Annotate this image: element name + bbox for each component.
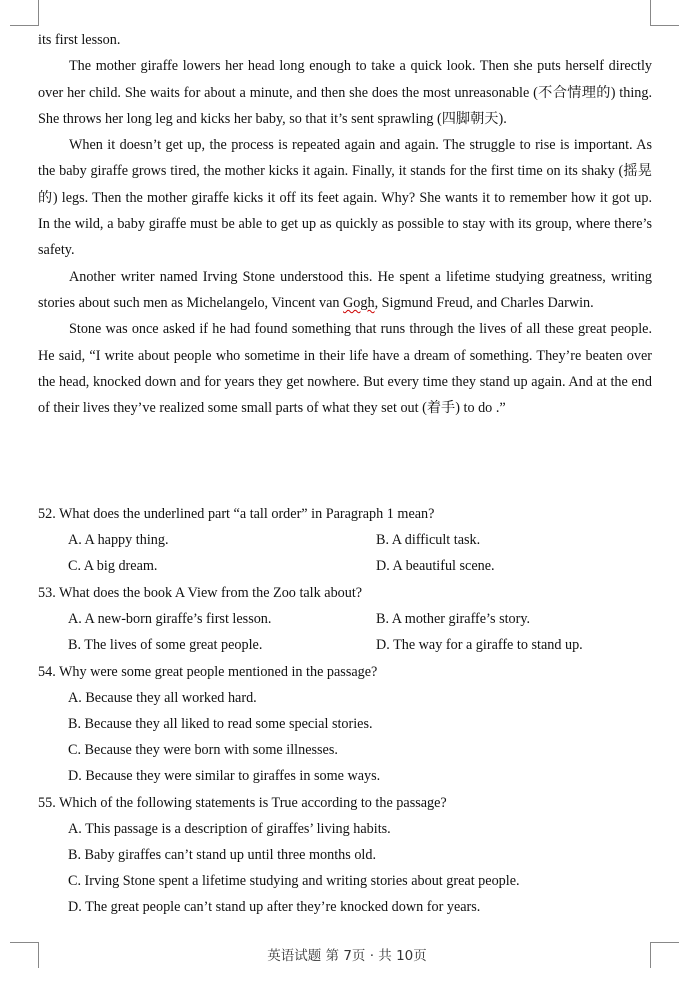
question-55 <box>38 790 652 920</box>
option-a[interactable]: A. This passage is a description of giraffes’ living habits. <box>68 821 391 837</box>
option-b[interactable]: B. A difficult task. <box>376 532 481 548</box>
option-d[interactable]: D. Because they were similar to giraffes in some ways. <box>68 768 381 784</box>
question-stem: 54. Why were some great people mentioned in the passage? <box>38 664 378 680</box>
option-b[interactable]: B. A mother giraffe’s story. <box>376 611 531 627</box>
text-segment: , Sigmund Freud, and Charles Darwin. <box>374 294 594 311</box>
question-stem: 55. Which of the following statements is True according to the passage? <box>38 795 447 811</box>
option-b[interactable]: B. Baby giraffes can’t stand up until three months old. <box>68 847 377 863</box>
option-a[interactable]: A. A new-born giraffe’s first lesson. <box>68 611 272 627</box>
option-a[interactable]: A. A happy thing. <box>68 532 169 548</box>
question-53 <box>38 580 652 658</box>
crop-mark-top-left-h <box>10 25 38 26</box>
option-d[interactable]: D. The great people can’t stand up after they’re knocked down for years. <box>68 899 481 915</box>
option-c[interactable]: C. A big dream. <box>68 558 158 575</box>
crop-mark-top-right <box>650 0 651 26</box>
question-stem: 52. What does the underlined part “a tall order” in Paragraph 1 mean? <box>38 506 435 522</box>
crop-mark-top-left <box>38 0 39 26</box>
paragraph-struggle: When it doesn’t get up, the process is repeated again and again. The struggle to rise is important. As the baby giraffe grows tired, the mother kicks it again. Finally, it stands for the first time on its shaky (摇晃的) legs. Then the mother giraffe kicks it off its feet again. Why? She wants it to remember how it got up. In the wild, a baby giraffe must be able to get up as quickly as possible to stay with its group, where there’s safety. <box>38 137 652 259</box>
paragraph-irving-stone <box>38 264 652 317</box>
crop-mark-bottom-right-h <box>651 942 679 943</box>
paragraph-stone-quote: Stone was once asked if he had found something that runs through the lives of all these great people. He said, “I write about people who sometime in their life have a dream of something. They’re beaten over the head, knocked down and for years they get nowhere. But every time they stand up again. And at the end of their lives they’ve realized some small parts of what they set out (着手) to do .” <box>38 321 652 417</box>
option-d[interactable]: D. The way for a giraffe to stand up. <box>376 637 583 654</box>
crop-mark-top-right-h <box>651 25 679 26</box>
question-52 <box>38 501 652 579</box>
option-d[interactable]: D. A beautiful scene. <box>376 558 495 575</box>
question-54 <box>38 659 652 789</box>
option-c[interactable]: B. The lives of some great people. <box>68 637 263 654</box>
option-c[interactable]: C. Because they were born with some illnesses. <box>68 742 338 758</box>
text-segment: Another writer named Irving Stone understood this. He spent a lifetime studying greatness, writing stories about such men as Michelangelo, Vincent van <box>38 268 652 311</box>
option-b[interactable]: B. Because they all liked to read some special stories. <box>68 716 373 732</box>
question-stem: 53. What does the book A View from the Zoo talk about? <box>38 585 363 601</box>
option-a[interactable]: A. Because they all worked hard. <box>68 690 257 706</box>
crop-mark-bottom-left-h <box>10 942 38 943</box>
passage-line-first-lesson: its first lesson. <box>38 32 121 48</box>
spellcheck-word: Gogh <box>343 294 375 311</box>
reading-passage <box>38 27 652 421</box>
paragraph-mother-kicks: The mother giraffe lowers her head long enough to take a quick look. Then she puts herself directly over her child. She waits for about a minute, and then she does the most unreasonable (不合情理的) thing. She throws her long leg and kicks her baby, so that it’s sent sprawling (四脚朝天). <box>38 58 652 127</box>
page-footer: 英语试题 第 7页 · 共 10页 <box>267 948 427 964</box>
option-c[interactable]: C. Irving Stone spent a lifetime studying and writing stories about great people. <box>68 873 520 889</box>
